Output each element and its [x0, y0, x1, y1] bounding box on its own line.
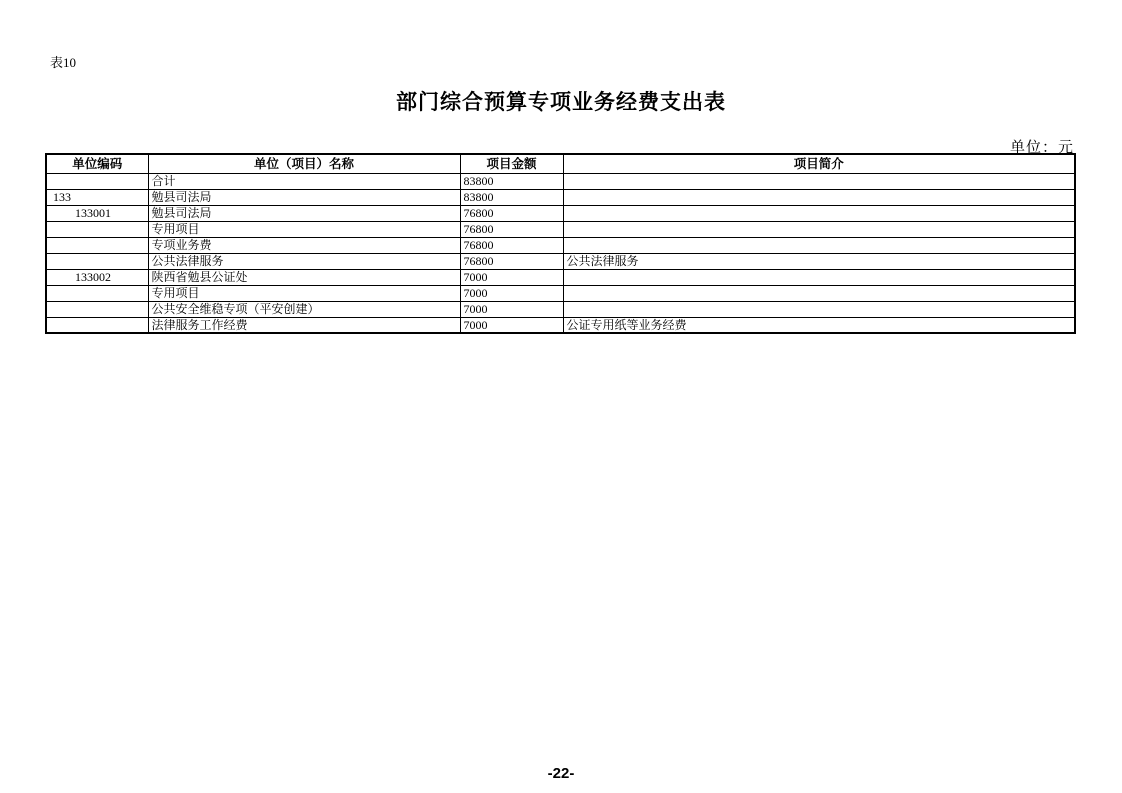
unit-code-cell: 133002 — [46, 269, 148, 285]
description-cell — [563, 205, 1075, 221]
unit-name-cell: 专项业务费 — [148, 237, 460, 253]
table-row — [46, 317, 1075, 333]
table-row — [46, 269, 1075, 285]
table-row — [46, 253, 1075, 269]
table-row — [46, 237, 1075, 253]
table-header-row — [46, 154, 1075, 173]
unit-name-cell: 勉县司法局 — [148, 205, 460, 221]
description-cell — [563, 237, 1075, 253]
budget-table — [45, 153, 1076, 334]
amount-cell: 83800 — [460, 173, 563, 189]
unit-code-cell: 133001 — [46, 205, 148, 221]
unit-code-cell — [46, 285, 148, 301]
table-row — [46, 221, 1075, 237]
unit-code-cell — [46, 173, 148, 189]
unit-name-cell: 法律服务工作经费 — [148, 317, 460, 333]
unit-name-cell: 公共安全维稳专项（平安创建） — [148, 301, 460, 317]
description-cell — [563, 173, 1075, 189]
amount-cell: 76800 — [460, 253, 563, 269]
amount-cell: 76800 — [460, 237, 563, 253]
amount-cell: 76800 — [460, 205, 563, 221]
amount-cell: 76800 — [460, 221, 563, 237]
amount-cell: 7000 — [460, 301, 563, 317]
amount-cell: 7000 — [460, 269, 563, 285]
header-unit-code: 单位编码 — [46, 154, 148, 173]
page-title: 部门综合预算专项业务经费支出表 — [396, 90, 726, 114]
amount-cell: 83800 — [460, 189, 563, 205]
sheet-label: 表10 — [50, 55, 77, 70]
table-row — [46, 189, 1075, 205]
unit-name-cell: 陕西省勉县公证处 — [148, 269, 460, 285]
unit-code-cell — [46, 253, 148, 269]
description-cell — [563, 189, 1075, 205]
header-description: 项目简介 — [563, 154, 1075, 173]
description-cell — [563, 301, 1075, 317]
unit-code-cell — [46, 301, 148, 317]
unit-label: 单位：元 — [1009, 140, 1074, 156]
unit-name-cell: 公共法律服务 — [148, 253, 460, 269]
amount-cell: 7000 — [460, 285, 563, 301]
unit-code-cell — [46, 221, 148, 237]
unit-name-cell: 合计 — [148, 173, 460, 189]
unit-name-cell: 专用项目 — [148, 285, 460, 301]
page-number: -22- — [547, 765, 575, 782]
unit-code-cell — [46, 317, 148, 333]
table-row — [46, 205, 1075, 221]
description-cell: 公共法律服务 — [563, 253, 1075, 269]
description-cell — [563, 269, 1075, 285]
unit-name-cell: 勉县司法局 — [148, 189, 460, 205]
unit-code-cell — [46, 237, 148, 253]
table-body — [46, 173, 1075, 333]
description-cell — [563, 285, 1075, 301]
description-cell: 公证专用纸等业务经费 — [563, 317, 1075, 333]
amount-cell: 7000 — [460, 317, 563, 333]
table-row — [46, 173, 1075, 189]
header-unit-name: 单位（项目）名称 — [148, 154, 460, 173]
header-amount: 项目金额 — [460, 154, 563, 173]
description-cell — [563, 221, 1075, 237]
table-row — [46, 301, 1075, 317]
unit-name-cell: 专用项目 — [148, 221, 460, 237]
table-row — [46, 285, 1075, 301]
unit-code-cell: 133 — [46, 189, 148, 205]
